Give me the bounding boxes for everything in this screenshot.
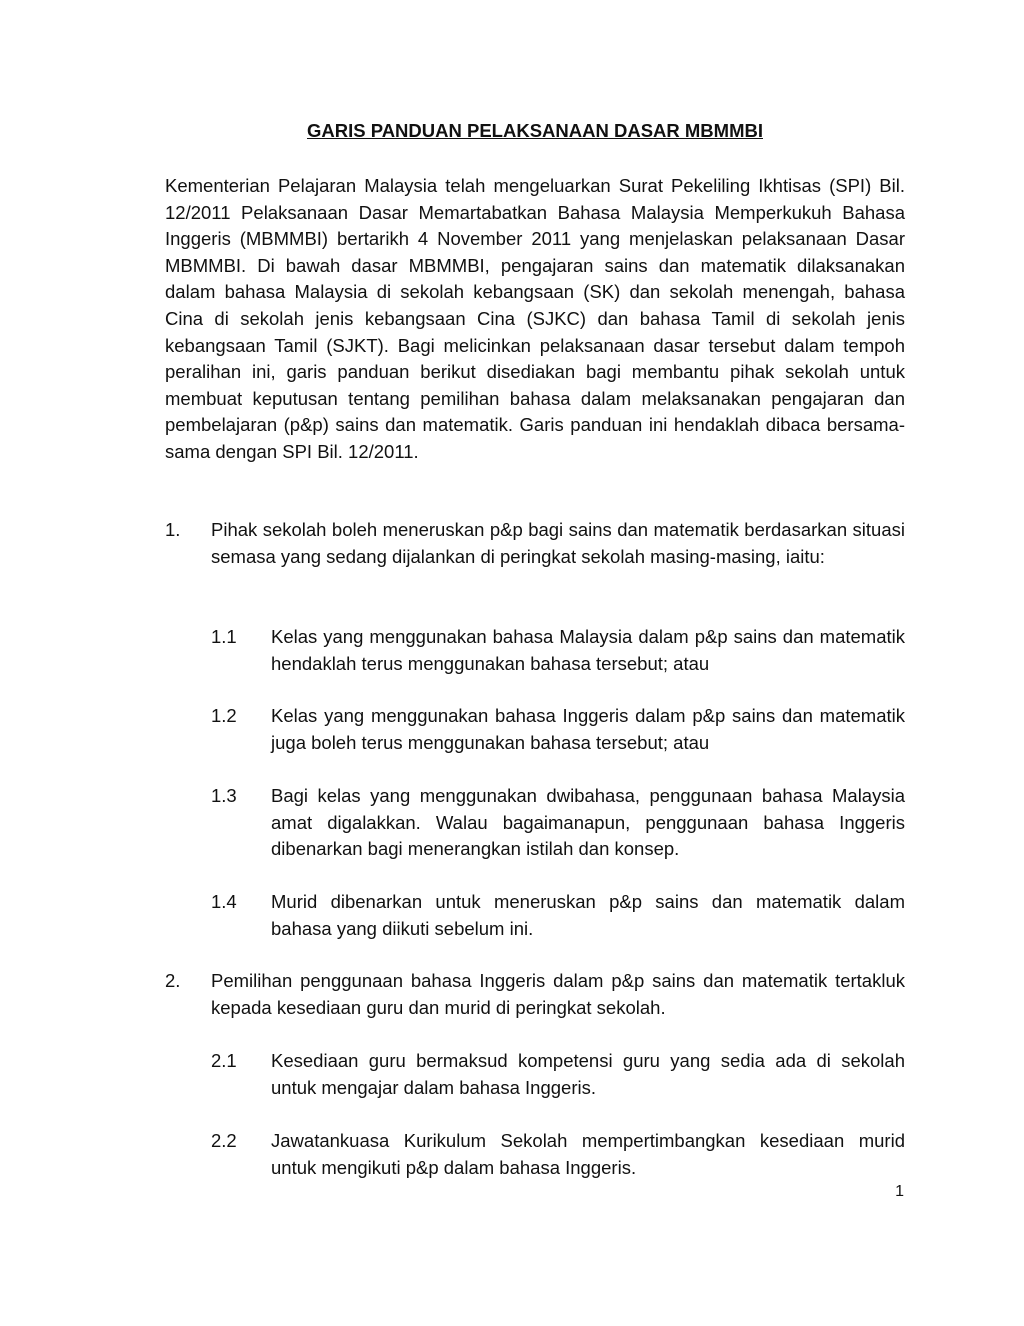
list-item-text: Kelas yang menggunakan bahasa Malaysia dalam p&p sains dan matematik hendaklah terus menggunakan bahasa tersebut; atau (271, 626, 905, 674)
list-item-number: 1.3 (211, 785, 237, 806)
page-number: 1 (895, 1183, 904, 1200)
list-item-text: Bagi kelas yang menggunakan dwibahasa, penggunaan bahasa Malaysia amat digalakkan. Walau bagaimanapun, penggunaan bahasa Inggeris dibenarkan bagi menerangkan istilah dan konsep. (271, 785, 905, 860)
list-item-number: 2.1 (211, 1050, 237, 1071)
list-item-text: Kelas yang menggunakan bahasa Inggeris dalam p&p sains dan matematik juga boleh terus menggunakan bahasa tersebut; atau (271, 705, 905, 753)
list-item-number: 2. (165, 970, 181, 991)
list-item-text: Pemilihan penggunaan bahasa Inggeris dalam p&p sains dan matematik tertakluk kepada kesediaan guru dan murid di peringkat sekolah. (211, 970, 905, 1018)
list-item-text: Jawatankuasa Kurikulum Sekolah mempertimbangkan kesediaan murid untuk mengikuti p&p dalam bahasa Inggeris. (271, 1130, 905, 1178)
intro-paragraph: Kementerian Pelajaran Malaysia telah mengeluarkan Surat Pekeliling Ikhtisas (SPI) Bil. 12/2011 Pelaksanaan Dasar Memartabatkan Bahasa Malaysia Memperkukuh Bahasa Inggeris (MBMMBI) bertarikh 4 November 2011 yang menjelaskan pelaksanaan Dasar MBMMBI. Di bawah dasar MBMMBI, pengajaran sains dan matematik dilaksanakan dalam bahasa Malaysia di sekolah kebangsaan (SK) dan sekolah menengah, bahasa Cina di sekolah jenis kebangsaan Cina (SJKC) dan bahasa Tamil di sekolah jenis kebangsaan Tamil (SJKT). Bagi melicinkan pelaksanaan dasar tersebut dalam tempoh peralihan ini, garis panduan berikut disediakan bagi membantu pihak sekolah untuk membuat keputusan tentang pemilihan bahasa dalam melaksanakan pengajaran dan pembelajaran (p&p) sains dan matematik. Garis panduan ini hendaklah dibaca bersama-sama dengan SPI Bil. 12/2011. (165, 175, 905, 462)
list-item-number: 1.2 (211, 705, 237, 726)
document-title: GARIS PANDUAN PELAKSANAAN DASAR MBMMBI (307, 120, 763, 141)
list-item-number: 2.2 (211, 1130, 237, 1151)
list-item-number: 1. (165, 519, 181, 540)
list-item-text: Murid dibenarkan untuk meneruskan p&p sains dan matematik dalam bahasa yang diikuti sebelum ini. (271, 891, 905, 939)
list-item-text: Pihak sekolah boleh meneruskan p&p bagi sains dan matematik berdasarkan situasi semasa yang sedang dijalankan di peringkat sekolah masing-masing, iaitu: (211, 519, 905, 567)
list-item-number: 1.4 (211, 891, 237, 912)
list-item-number: 1.1 (211, 626, 237, 647)
list-item-text: Kesediaan guru bermaksud kompetensi guru yang sedia ada di sekolah untuk mengajar dalam bahasa Inggeris. (271, 1050, 905, 1098)
